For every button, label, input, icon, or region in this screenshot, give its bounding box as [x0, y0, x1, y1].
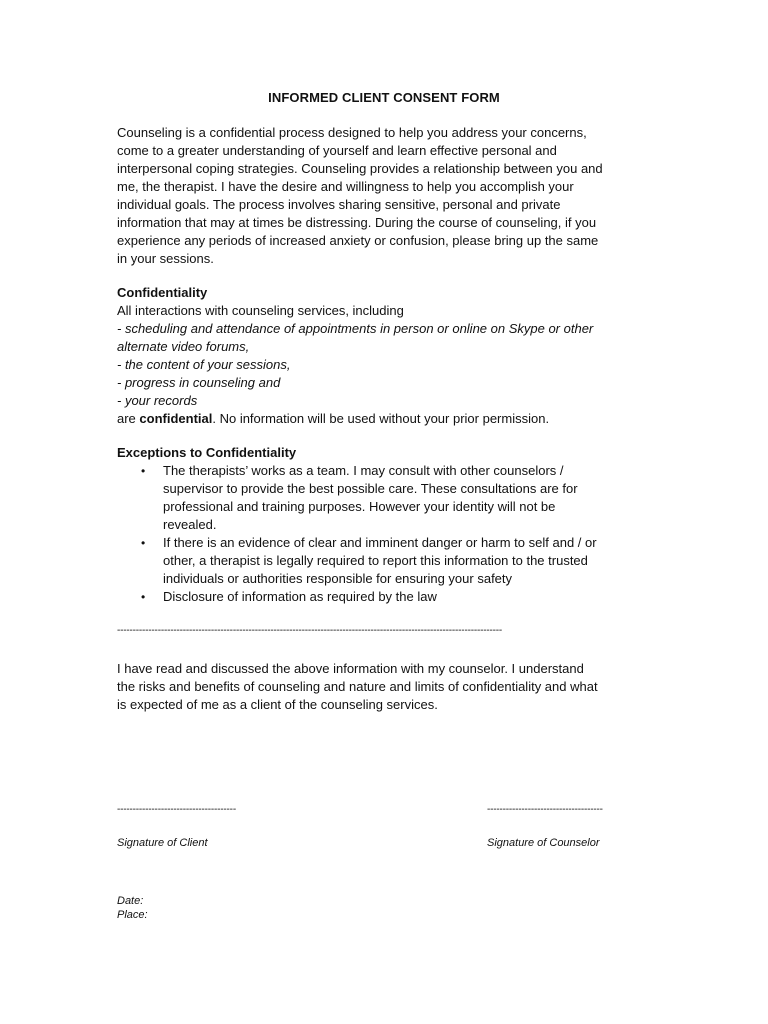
client-signature-label: Signature of Client: [117, 837, 208, 849]
exception-line: Disclosure of information as required by the law: [163, 589, 437, 604]
exception-item: [117, 534, 657, 588]
acknowledgement-line: is expected of me as a client of the counseling services.: [117, 697, 438, 712]
confidentiality-lead: All interactions with counseling services, including: [117, 303, 404, 318]
place-label: Place:: [117, 909, 148, 921]
section-separator: ---------------------------------------------------------------------------------------------------------------------------: [117, 625, 502, 636]
confidentiality-item: alternate video forums,: [117, 339, 250, 354]
exception-line: If there is an evidence of clear and imminent danger or harm to self and / or: [163, 535, 597, 550]
exceptions-heading: Exceptions to Confidentiality: [117, 445, 297, 460]
exception-line: supervisor to provide the best possible care. These consultations are for: [163, 481, 578, 496]
exception-line: revealed.: [163, 517, 217, 532]
exception-line: professional and training purposes. However your identity will not be: [163, 499, 556, 514]
closing-suffix: . No information will be used without your prior permission.: [212, 411, 550, 426]
exception-item: [117, 588, 657, 606]
exception-line: other, a therapist is legally required to report this information to the trusted: [163, 553, 588, 568]
exception-item: [117, 462, 657, 534]
confidentiality-item: - scheduling and attendance of appointments in person or online on Skype or other: [117, 321, 594, 336]
counselor-signature-label: Signature of Counselor: [487, 837, 600, 849]
bullet-icon: •: [141, 536, 146, 550]
intro-line: come to a greater understanding of yourself and learn effective personal and: [117, 143, 557, 158]
closing-prefix: are: [117, 411, 140, 426]
intro-line: interpersonal coping strategies. Counseling provides a relationship between you and: [117, 161, 603, 176]
intro-line: in your sessions.: [117, 251, 214, 266]
exceptions-section: [117, 444, 657, 606]
confidentiality-section: [117, 284, 657, 428]
intro-line: experience any periods of increased anxiety or confusion, please bring up the same: [117, 233, 599, 248]
document-title: INFORMED CLIENT CONSENT FORM: [268, 90, 500, 105]
bullet-icon: •: [141, 464, 146, 478]
exception-line: The therapists’ works as a team. I may consult with other counselors /: [163, 463, 564, 478]
confidentiality-item: - progress in counseling and: [117, 375, 281, 390]
intro-paragraph: [117, 124, 657, 268]
exceptions-list: [117, 462, 657, 606]
counselor-signature-line: -------------------------------------: [487, 804, 603, 815]
acknowledgement-paragraph: [117, 660, 657, 714]
intro-line: Counseling is a confidential process designed to help you address your concerns,: [117, 125, 587, 140]
date-label: Date:: [117, 895, 144, 907]
acknowledgement-line: I have read and discussed the above information with my counselor. I understand: [117, 661, 584, 676]
client-signature-line: --------------------------------------: [117, 804, 236, 815]
intro-line: me, the therapist. I have the desire and willingness to help you accomplish your: [117, 179, 574, 194]
confidentiality-heading: Confidentiality: [117, 285, 208, 300]
confidentiality-item: - the content of your sessions,: [117, 357, 291, 372]
closing-bold-word: confidential: [139, 411, 213, 426]
intro-line: individual goals. The process involves sharing sensitive, personal and private: [117, 197, 561, 212]
acknowledgement-line: the risks and benefits of counseling and nature and limits of confidentiality and what: [117, 679, 598, 694]
confidentiality-closing: [117, 410, 657, 428]
confidentiality-item: - your records: [117, 393, 198, 408]
intro-line: information that may at times be distressing. During the course of counseling, if you: [117, 215, 597, 230]
bullet-icon: •: [141, 590, 146, 604]
exception-line: individuals or authorities responsible for ensuring your safety: [163, 571, 513, 586]
